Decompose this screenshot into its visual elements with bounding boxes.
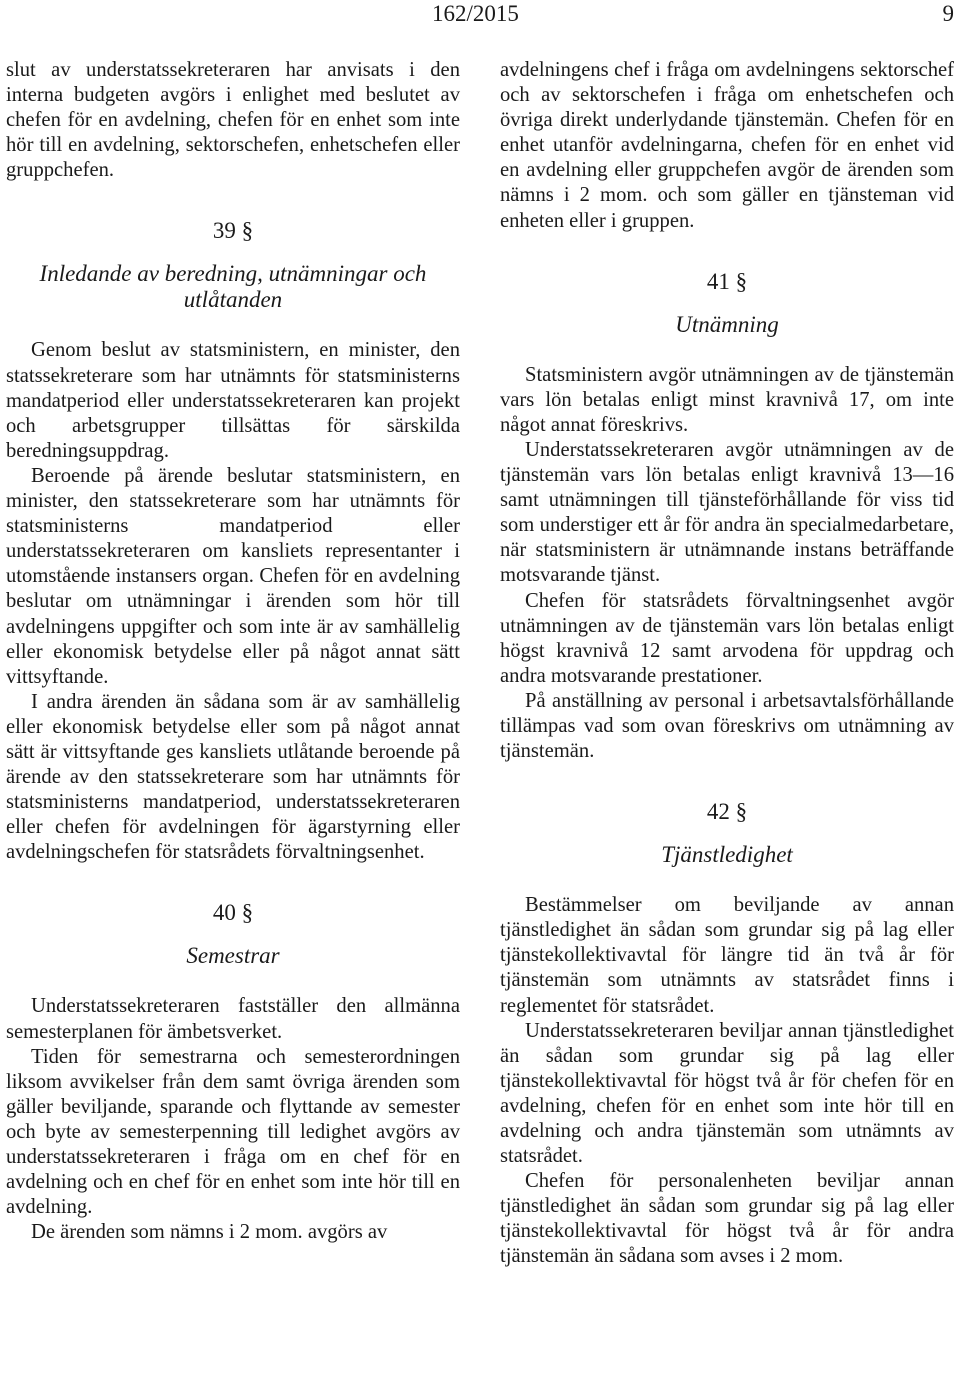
section-39-number: 39 § [212, 218, 254, 244]
section-41-paragraph-1: Statsministern avgör utnämningen av de tjänstemän vars lön betalas enligt minst kravnivå 17, om inte något annat föreskrivs. [500, 363, 954, 436]
section-41-paragraph-3: Chefen för statsrådets förvaltningsenhet avgör utnämningen av de tjänstemän vars lön betalas enligt högst kravnivå 12 samt arvodena för uppdrag och andra motsvarande prestationer. [500, 589, 954, 687]
section-40-title: Semestrar [186, 943, 280, 969]
right-column [500, 58, 954, 1270]
section-39-paragraph-3: I andra ärenden än sådana som är av samhällelig eller ekonomisk betydelse eller som på något annat sätt är vittsyftande ges kansliets utlåtande beroende på ärende av den statssekreterare som har utnämnts för statsministerns mandatperiod, understatssekreteraren eller chefen för avdelningen för ägarstyrning eller avdelningschefen för statsrådets förvaltningsenhet. [6, 690, 460, 864]
section-40-number: 40 § [212, 900, 254, 926]
section-40-paragraph-1: Understatssekreteraren fastställer den allmänna semesterplanen för ämbetsverket. [6, 995, 460, 1043]
continued-paragraph: slut av understatssekreteraren har anvisats i den interna budgeten avgörs i enlighet med beslutet av chefen för en avdelning, chefen för en enhet som inte hör till en avdelning, sektorschefen, enhetschefen eller gruppchefen. [6, 59, 460, 182]
section-40-paragraph-2: Tiden för semestrarna och semesterordningen liksom avvikelser från dem samt övriga ärenden som gäller beviljande, sparande och flyttande av semester och byte av semesterpenning till ledighet avgörs av understatssekreteraren i fråga om en chef för en avdelning och en chef för en enhet som inte hör till en avdelning. [6, 1045, 460, 1219]
page-number: 9 [942, 1, 954, 26]
section-42-number: 42 § [706, 799, 748, 825]
left-column [6, 58, 460, 1245]
page-header [0, 0, 960, 30]
section-39-title: Inledande av beredning, utnämningar och utlåtanden [39, 261, 427, 313]
section-41-title: Utnämning [675, 311, 779, 337]
section-40-paragraph-3: De ärenden som nämns i 2 mom. avgörs av [31, 1221, 388, 1244]
section-42-paragraph-1: Bestämmelser om beviljande av annan tjänstledighet än sådan som grundar sig på lag eller tjänstekollektivavtal för längre tid än två år för tjänstemän som utnämnts av statsrådet finns i reglementet för statsrådet. [500, 894, 954, 1017]
continued-paragraph: avdelningens chef i fråga om avdelningens sektorschef och av sektorschefen i fråga om enhetschefen och övriga direkt underlydande tjänstemän. Chefen för en enhet utanför avdelningarna, chefen för en enhet vid en avdelning eller gruppchefen avgör de ärenden som nämns i 2 mom. och som gäller en tjänsteman vid enheten eller i gruppen. [500, 59, 954, 232]
section-39-paragraph-2: Beroende på ärende beslutar statsministern, en minister, den statssekreterare som har utnämnts för statsministerns mandatperiod eller understatssekreteraren om kansliets representanter i utomstående instansers organ. Chefen för en avdelning beslutar om utnämningar i ärenden som hör till avdelningens uppgifter och som inte är av samhällelig eller ekonomisk betydelse eller på något annat sätt vittsyftande. [6, 464, 460, 688]
section-41-paragraph-2: Understatssekreteraren avgör utnämningen av de tjänstemän vars lön betalas enligt kravnivå 13—16 samt utnämningen till tjänsteförhållande för viss tid som understiger ett år för andra än specialmedarbetare, när statsministern är utnämnande instans beträffande motsvarande tjänst. [500, 438, 954, 587]
section-42-paragraph-3: Chefen för personalenheten beviljar annan tjänstledighet än sådan som grundar sig på lag eller tjänstekollektivavtal för högst två år för andra tjänstemän än sådana som avses i 2 mom. [500, 1170, 954, 1268]
section-41-paragraph-4: På anställning av personal i arbetsavtalsförhållande tillämpas vad som ovan föreskrivs om utnämning av tjänstemän. [500, 689, 954, 763]
section-42-paragraph-2: Understatssekreteraren beviljar annan tjänstledighet än sådan som grundar sig på lag eller tjänstekollektivavtal för högst två år för chefen för en avdelning, chefen för en enhet som inte hör till en avdelning och andra tjänstemän som utnämnts av statsrådet. [500, 1019, 954, 1168]
section-39-paragraph-1: Genom beslut av statsministern, en minister, den statssekreterare som har utnämnts för statsministerns mandatperiod eller understatssekreteraren kan projekt och arbetsgrupper tillsättas för särskilda beredningsuppdrag. [6, 339, 460, 462]
document-number: 162/2015 [432, 1, 519, 26]
section-41-number: 41 § [706, 268, 748, 294]
section-42-title: Tjänstledighet [661, 842, 793, 868]
